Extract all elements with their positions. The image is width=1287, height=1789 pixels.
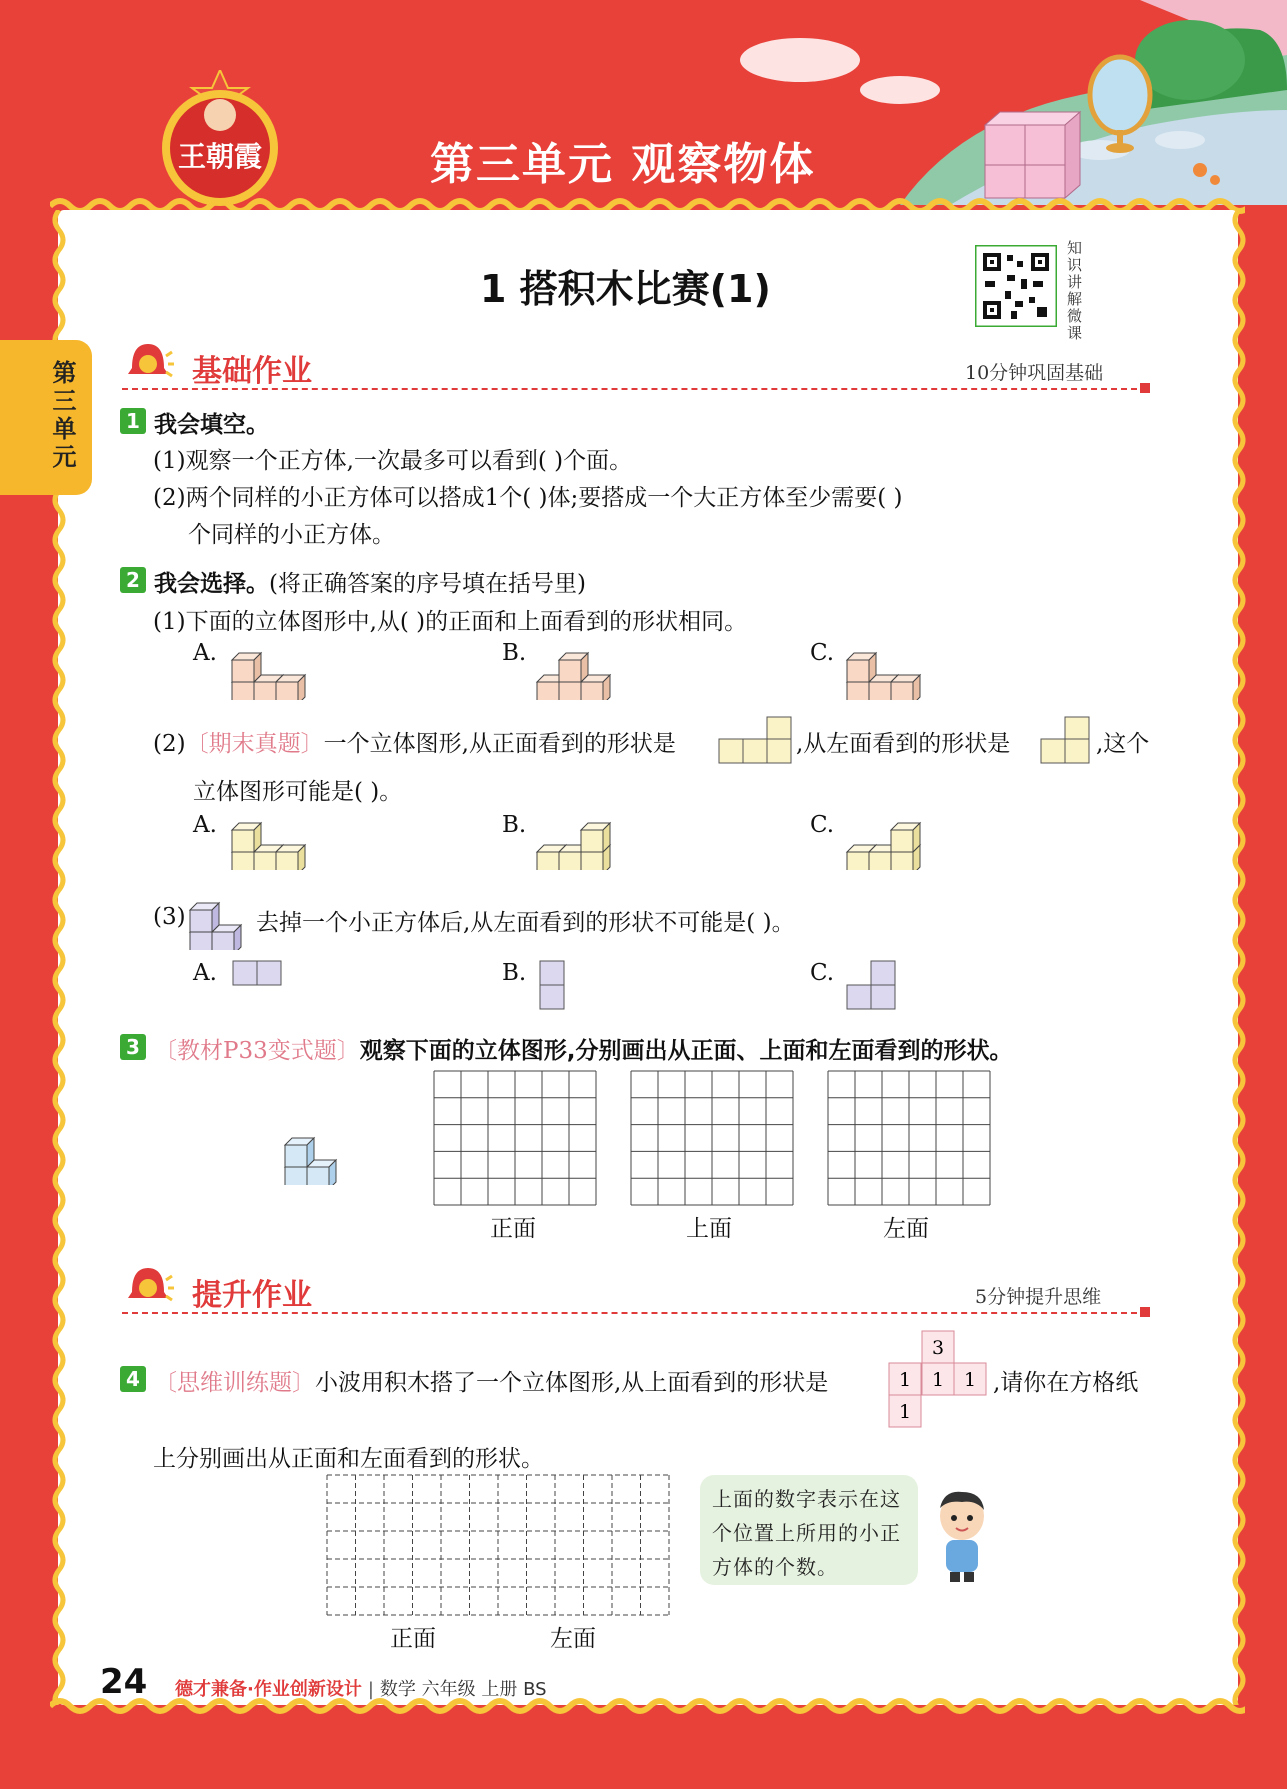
cube-face-front (232, 852, 254, 870)
caption-front: 正面 (390, 1626, 436, 1652)
textbook-tag: 〔教材P33变式题〕 (154, 1038, 360, 1064)
q2-2-figure-c (845, 808, 940, 870)
front-view-shape (718, 716, 792, 764)
footer-book-info: 数学 六年级 上册 BS (379, 1679, 547, 1700)
thinking-tag: 〔思维训练题〕 (154, 1370, 315, 1396)
lesson-title: 1 搭积木比赛(1) (480, 267, 771, 311)
svg-text:1: 1 (898, 1369, 912, 1391)
cube-face-front (581, 682, 603, 700)
cube-face-front (847, 682, 869, 700)
section-note-advanced: 5分钟提升思维 (975, 1286, 1102, 1308)
cube-face-front (232, 660, 254, 682)
cube-face-front (869, 682, 891, 700)
answer-grid-dashed[interactable] (326, 1474, 670, 1616)
question-number: 4 (120, 1366, 146, 1392)
section-title-basic: 基础作业 (192, 354, 312, 389)
footer-brand: 德才兼备·作业创新设计 (175, 1679, 362, 1700)
q2-2-figure-a (230, 808, 325, 870)
qr-code-icon[interactable] (975, 245, 1057, 327)
option-a: A. (193, 812, 217, 838)
unit-side-tab-label: 第三单元 (48, 360, 76, 472)
cube-face-front (276, 852, 298, 870)
q2-part2-text-c: ,从左面看到的形状是 (796, 731, 1011, 757)
q2-part2-line: (2)〔期末真题〕一个立体图形,从正面看到的形状是 (153, 731, 676, 757)
svg-text:1: 1 (931, 1369, 945, 1391)
cube-face-front (559, 682, 581, 700)
section-note-basic: 10分钟巩固基础 (965, 362, 1104, 384)
cube-face-front (232, 682, 254, 700)
option-c: C. (810, 960, 835, 986)
option-b: B. (502, 812, 527, 838)
cube-face-front (847, 660, 869, 682)
cube-face-front (891, 682, 913, 700)
q2-part1: (1)下面的立体图形中,从( )的正面和上面看到的形状相同。 (153, 609, 748, 635)
q3-figure (283, 1100, 368, 1185)
svg-text:王朝霞: 王朝霞 (177, 140, 263, 173)
footer-info: 德才兼备·作业创新设计 | 数学 六年级 上册 BS (175, 1679, 547, 1700)
q1-part1: (1)观察一个正方体,一次最多可以看到( )个面。 (153, 448, 633, 474)
q2-part2-question: 立体图形可能是( )。 (193, 779, 403, 805)
q4-text-b: ,请你在方格纸 (993, 1370, 1139, 1396)
wavy-border-right (1230, 210, 1248, 1705)
q3-line (154, 1032, 1013, 1065)
cube-face-front (537, 852, 559, 870)
cube-face-front (307, 1167, 329, 1185)
q2-part2-text-d: ,这个 (1096, 731, 1150, 757)
cube-face-front (869, 852, 891, 870)
q2-1-figure-a (230, 638, 325, 700)
q2-part3-label: (3) (153, 904, 186, 930)
question-number: 1 (120, 408, 146, 434)
section-divider (122, 388, 1147, 390)
cube-face-front (254, 852, 276, 870)
option-a: A. (193, 960, 217, 986)
cube-face-front (537, 682, 559, 700)
exam-tag: 〔期末真题〕 (185, 731, 324, 757)
q2-3-figure (188, 882, 250, 950)
q2-part3-question: 去掉一个小正方体后,从左面看到的形状不可能是( )。 (256, 910, 795, 936)
logo-seal (150, 70, 290, 210)
q2-3-option-a-shape (232, 960, 282, 986)
cube-face-front (212, 932, 234, 950)
q1-part2-cont: 个同样的小正方体。 (188, 522, 395, 548)
caption-top: 上面 (686, 1216, 732, 1242)
q2-3-option-b-shape (539, 960, 565, 1010)
caption-front: 正面 (490, 1216, 536, 1242)
section-title-advanced: 提升作业 (192, 1278, 312, 1313)
top-view-number-grid (888, 1330, 988, 1430)
q2-1-figure-c (845, 638, 940, 700)
divider-end (1140, 383, 1150, 393)
option-b: B. (502, 960, 527, 986)
q2-3-option-c-shape (846, 960, 896, 1010)
cube-face-front (891, 830, 913, 852)
q1-part2: (2)两个同样的小正方体可以搭成1个( )体;要搭成一个大正方体至少需要( ) (153, 485, 903, 511)
q1-title: 我会填空。 (154, 412, 269, 438)
q2-1-figure-b (535, 638, 630, 700)
cube-face-front (285, 1145, 307, 1167)
question-number: 3 (120, 1034, 146, 1060)
cube-face-front (891, 852, 913, 870)
cube-face-front (190, 910, 212, 932)
bell-icon (122, 338, 174, 390)
speech-bubble-text: 上面的数字表示在这个位置上所用的小正方体的个数。 (712, 1487, 901, 1579)
cube-face-front (232, 830, 254, 852)
unit-title: 第三单元 观察物体 (430, 139, 816, 190)
q2-title: 我会选择。 (154, 571, 269, 597)
header-cube-icon (985, 112, 1080, 198)
svg-text:1: 1 (963, 1369, 977, 1391)
q4-line: 〔思维训练题〕小波用积木搭了一个立体图形,从上面看到的形状是 (154, 1370, 829, 1396)
q2-hint: (将正确答案的序号填在括号里) (269, 571, 586, 597)
bell-icon (122, 1262, 174, 1314)
cube-face-front (847, 852, 869, 870)
option-c: C. (810, 812, 835, 838)
answer-grid-front[interactable] (433, 1070, 597, 1206)
q4-text-c: 上分别画出从正面和左面看到的形状。 (153, 1446, 544, 1472)
cube-face-front (276, 682, 298, 700)
caption-left: 左面 (550, 1626, 596, 1652)
q2-title-line (154, 565, 586, 598)
cube-face-front (559, 660, 581, 682)
cube-face-front (581, 830, 603, 852)
option-b: B. (502, 640, 527, 666)
question-number: 2 (120, 567, 146, 593)
q3-text: 观察下面的立体图形,分别画出从正面、上面和左面看到的形状。 (359, 1038, 1013, 1064)
answer-grid-top[interactable] (630, 1070, 794, 1206)
caption-left: 左面 (883, 1216, 929, 1242)
cube-face-front (559, 852, 581, 870)
divider-end (1140, 1307, 1150, 1317)
cube-face-front (285, 1167, 307, 1185)
qr-label: 知识讲解微课 (1065, 240, 1083, 342)
answer-grid-left[interactable] (827, 1070, 991, 1206)
option-c: C. (810, 640, 835, 666)
cube-face-front (190, 932, 212, 950)
option-a: A. (193, 640, 217, 666)
page-number: 24 (100, 1662, 148, 1702)
cube-face-front (254, 682, 276, 700)
left-view-shape (1040, 716, 1092, 764)
boy-character-icon (930, 1488, 995, 1583)
svg-text:1: 1 (898, 1401, 912, 1423)
svg-text:3: 3 (931, 1337, 945, 1359)
q2-2-figure-b (535, 808, 630, 870)
cube-face-front (581, 852, 603, 870)
section-divider (122, 1312, 1147, 1314)
